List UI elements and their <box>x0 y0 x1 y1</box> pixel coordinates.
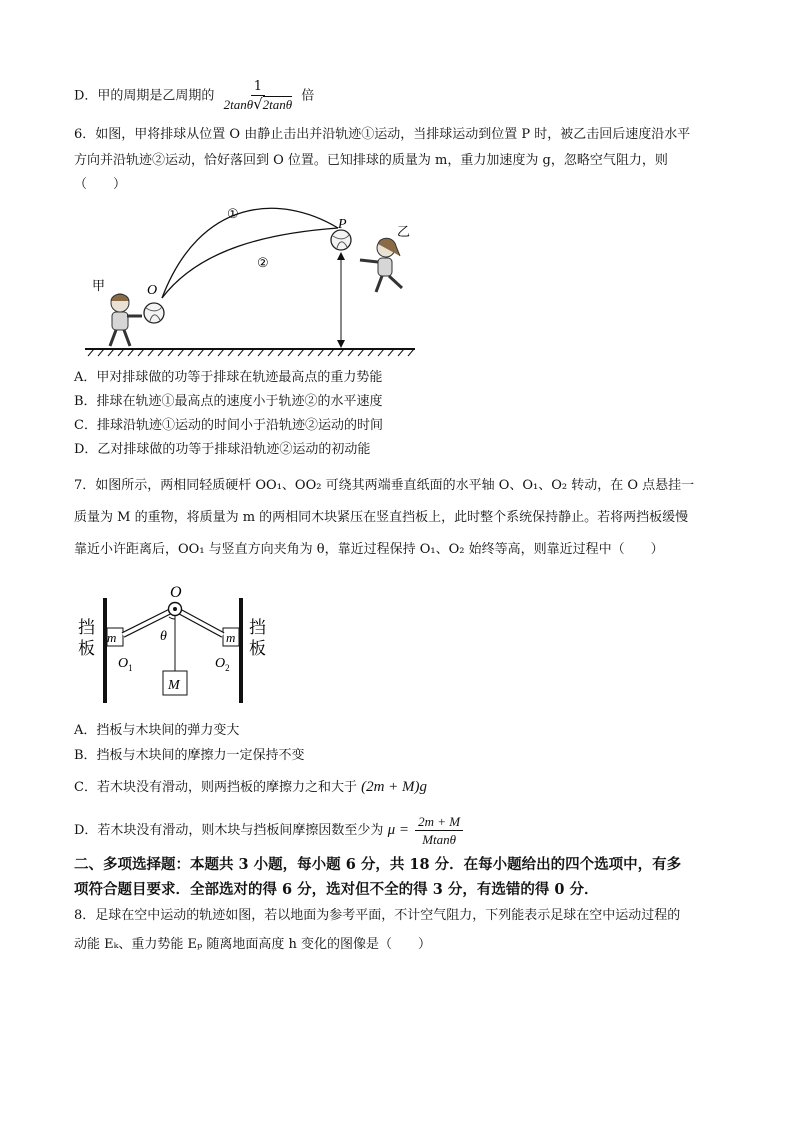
trajectory-1 <box>162 208 338 298</box>
q7-option-d: D．若木块没有滑动，则木块与挡板间摩擦因数至少为 μ = $\frac{2m + M}{Mtan\theta}$ <box>74 813 465 848</box>
q8-stem-line2: 动能 Eₖ、重力势能 Eₚ 随离地面高度 h 变化的图像是（ ） <box>74 937 431 952</box>
ball-o <box>144 303 164 323</box>
label-big-m: M <box>168 678 180 693</box>
q7-stem-line2: 质量为 M 的重物，将质量为 m 的两相同木块紧压在竖直挡板上，此时整个系统保持静止。若将两挡板缓慢 <box>74 510 689 525</box>
label-theta: θ <box>160 629 167 644</box>
q7-option-c: C．若木块没有滑动，则两挡板的摩擦力之和大于 (2m + M)g <box>74 779 428 795</box>
girl-jia-icon <box>110 294 142 346</box>
right-board <box>239 598 243 703</box>
board-left-char1: 挡 <box>78 618 95 637</box>
q6-option-c: C．排球沿轨迹①运动的时间小于沿轨迹②运动的时间 <box>74 418 383 433</box>
label-yi: 乙 <box>397 224 411 239</box>
section2-heading-line2: 项符合题目要求．全部选对的得 6 分，选对但不全的得 3 分，有选错的得 0 分． <box>74 881 599 898</box>
q7-stem-line1: 7．如图所示，两相同轻质硬杆 OO₁、OO₂ 可绕其两端垂直纸面的水平轴 O、O₁、O₂ 转动，在 O 点悬挂一 <box>74 478 695 493</box>
q7-stem-line3: 靠近小许距离后，OO₁ 与竖直方向夹角为 θ，靠近过程保持 O₁、O₂ 始终等高，则靠近过程中（ ） <box>74 542 664 557</box>
label-o2: $O_2$ <box>215 656 230 673</box>
label-track-1: ① <box>227 206 239 221</box>
ground-hatch <box>85 349 415 356</box>
q6-volleyball-figure <box>80 198 420 358</box>
q6-option-a: A．甲对排球做的功等于排球在轨迹最高点的重力势能 <box>74 370 383 385</box>
q6-stem-line2: 方向并沿轨迹②运动，恰好落回到 O 位置。已知排球的质量为 m，重力加速度为 g，忽略空气阻力，则 <box>74 153 668 168</box>
trajectory-2 <box>162 228 338 298</box>
board-right-char1: 挡 <box>249 618 266 637</box>
q7-option-a: A．挡板与木块间的弹力变大 <box>74 723 240 738</box>
label-p: P <box>338 217 347 232</box>
q5-fraction: $\frac{1}{2\tan\theta√2\tan\theta}$ <box>223 79 293 113</box>
q7-option-b: B．挡板与木块间的摩擦力一定保持不变 <box>74 748 305 763</box>
q8-stem-line1: 8．足球在空中运动的轨迹如图，若以地面为参考平面，不计空气阻力，下列能表示足球在空中运动过程的 <box>74 908 681 923</box>
q6-option-b: B．排球在轨迹①最高点的速度小于轨迹②的水平速度 <box>74 394 383 409</box>
height-arrow <box>337 252 345 348</box>
girl-yi-icon <box>360 238 402 292</box>
angle-arc <box>169 617 175 619</box>
q7-rod-board-figure <box>76 583 276 708</box>
section2-heading-line1: 二、多项选择题：本题共 3 小题，每小题 6 分，共 18 分．在每小题给出的四个选项中，有多 <box>74 856 682 873</box>
ball-p <box>331 230 351 250</box>
left-board <box>103 598 107 703</box>
label-jia: 甲 <box>92 278 106 293</box>
board-right-char2: 板 <box>249 639 266 658</box>
label-o1: $O_1$ <box>118 656 133 673</box>
label-track-2: ② <box>257 255 269 270</box>
label-o: O <box>170 584 182 601</box>
label-o: O <box>147 283 158 298</box>
q6-stem-line3: （ ） <box>74 177 127 192</box>
q6-option-d: D．乙对排球做的功等于排球沿轨迹②运动的初动能 <box>74 442 371 457</box>
q6-stem-line1: 6．如图，甲将排球从位置 O 由静止击出并沿轨迹①运动，当排球运动到位置 P 时，被乙击回后速度沿水平 <box>74 127 691 142</box>
label-m-right: m <box>226 630 236 645</box>
q7-mu-fraction: $\frac{2m + M}{Mtan\theta}$ <box>415 813 463 848</box>
q5-option-d: D．甲的周期是乙周期的 $\frac{1}{2\tan\theta√2\tan\theta}$ 倍 <box>74 79 315 113</box>
label-m-left: m <box>107 630 117 645</box>
board-left-char2: 板 <box>78 639 95 658</box>
